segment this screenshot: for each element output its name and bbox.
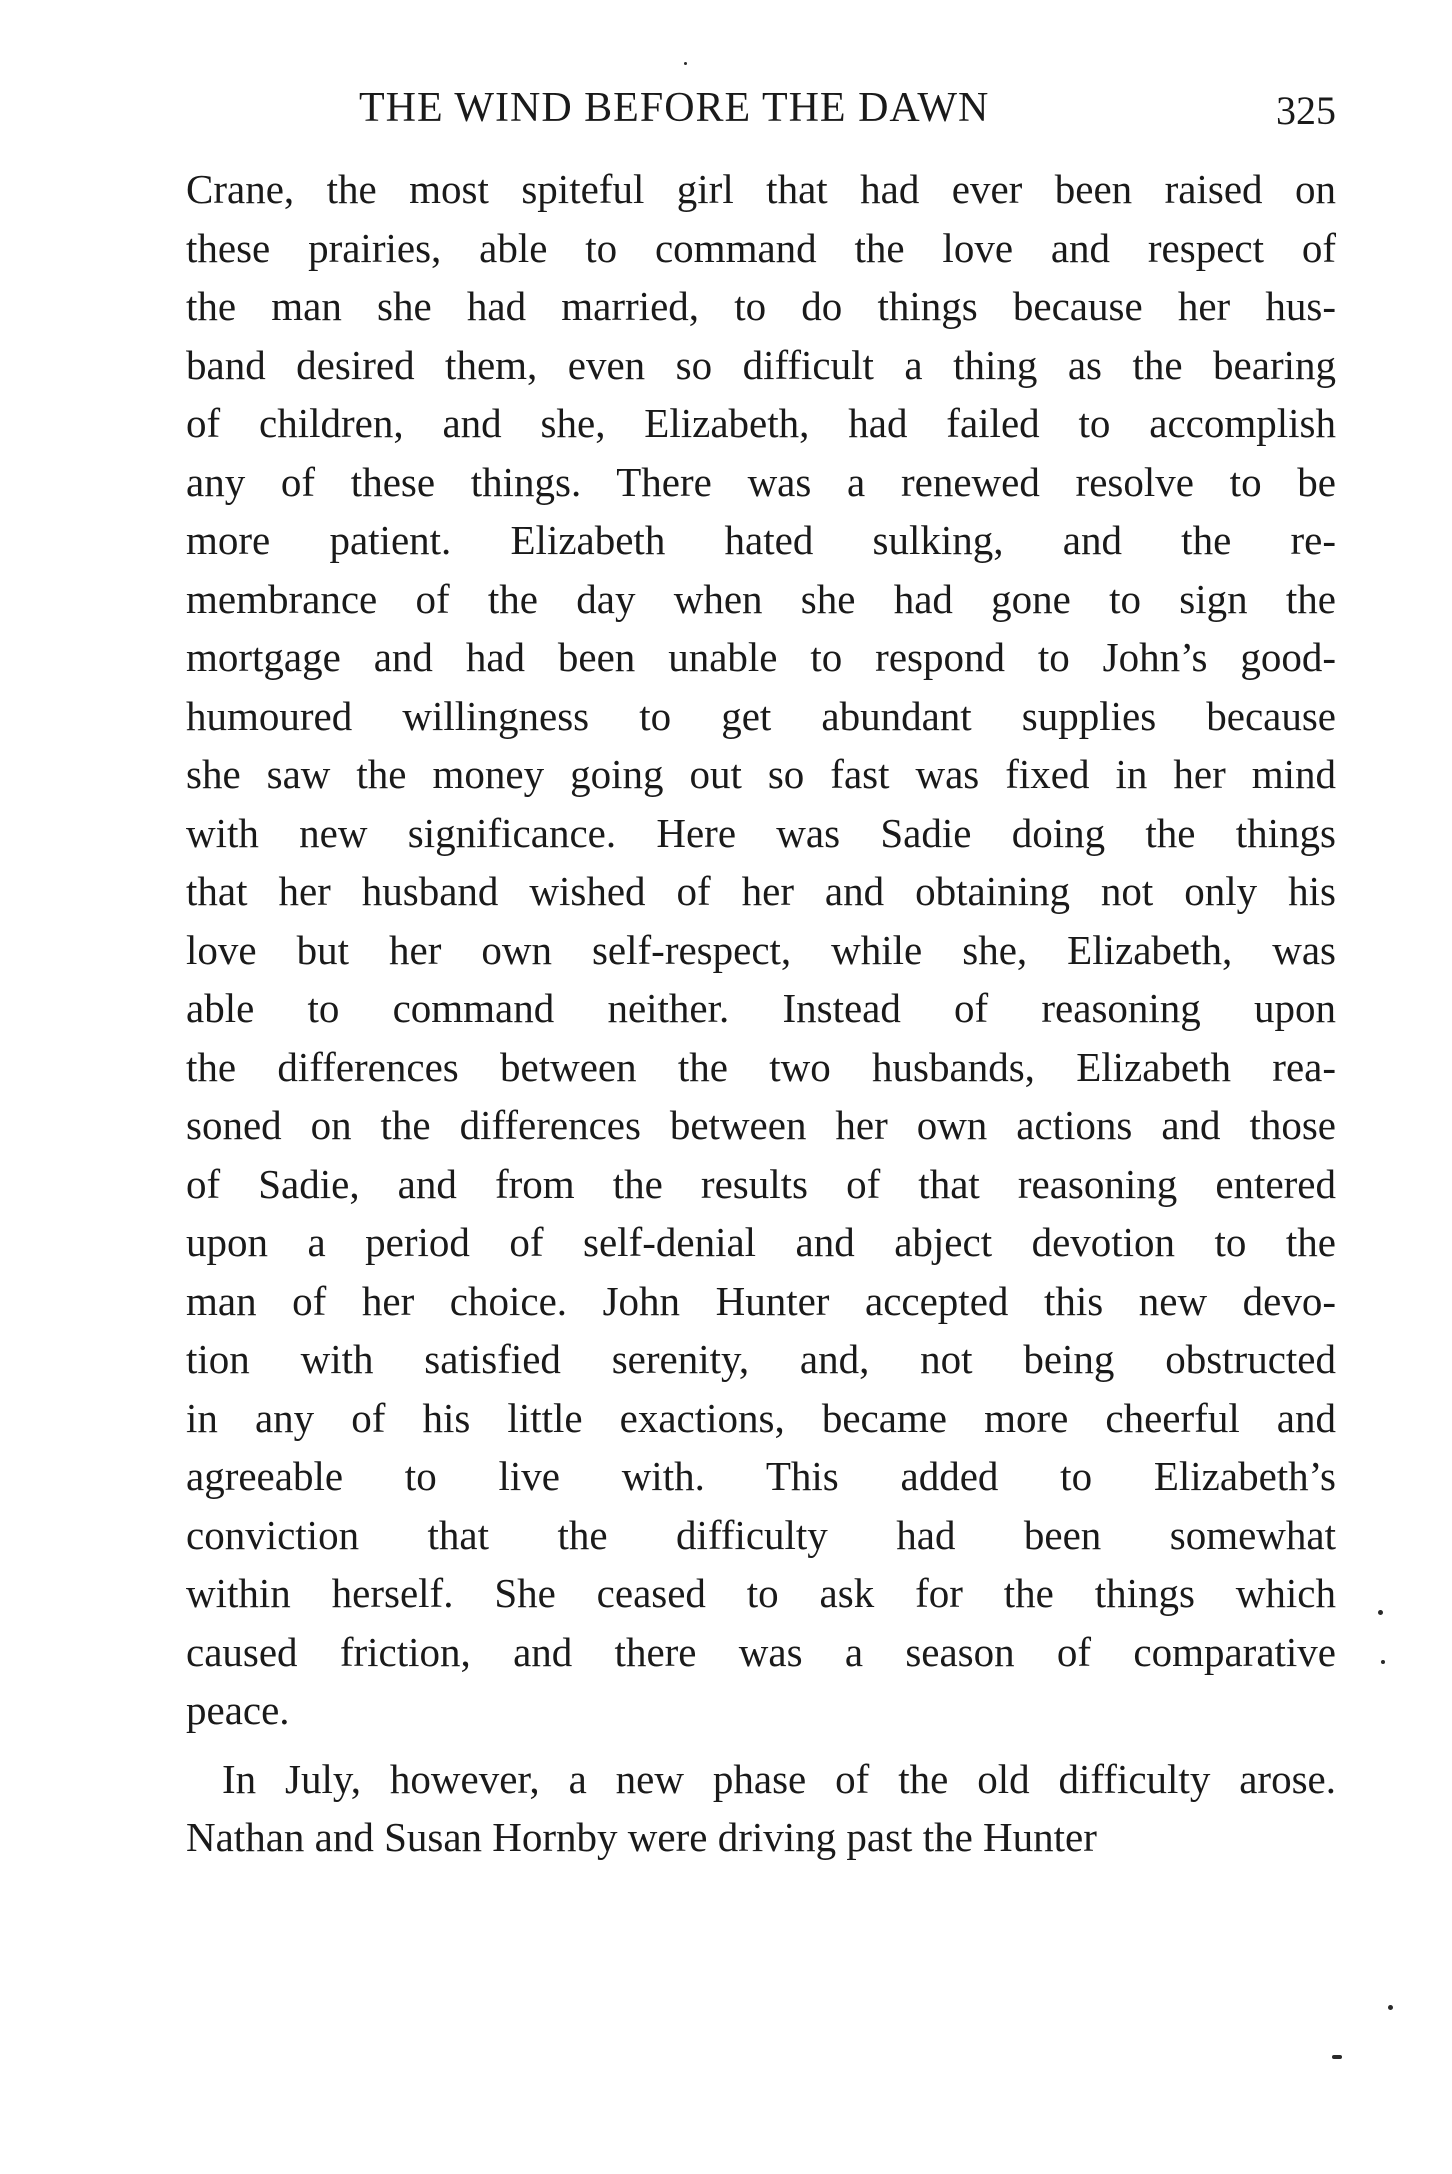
text-line: Crane, the most spiteful girl that had ever been raised on: [186, 166, 1336, 212]
text-line: of Sadie, and from the results of that reasoning entered: [186, 1160, 1336, 1207]
text-line: caused friction, and there was a season of comparative: [186, 1628, 1336, 1675]
text-line: within herself. She ceased to ask for the things which: [186, 1570, 1336, 1616]
paragraph-gap: [186, 1740, 1336, 1750]
text-line: soned on the differences between her own actions and those: [186, 1102, 1336, 1148]
text-line: membrance of the day when she had gone to sign the: [186, 575, 1336, 622]
text-line: band desired them, even so difficult a thing as the bearing: [186, 341, 1336, 388]
paragraph-2: [186, 1750, 1336, 1867]
text-line: these prairies, able to command the love and respect of: [186, 224, 1336, 271]
text-line: that her husband wished of her and obtaining not only his: [186, 868, 1336, 914]
text-line: tion with satisfied serenity, and, not being obstructed: [186, 1336, 1336, 1382]
text-line: the differences between the two husbands, Elizabeth rea-: [186, 1043, 1336, 1090]
text-line: in any of his little exactions, became more cheerful and: [186, 1394, 1336, 1441]
text-line: the man she had married, to do things because her hus-: [186, 283, 1336, 329]
running-head: [186, 78, 1346, 138]
text-line: upon a period of self-denial and abject devotion to the: [186, 1219, 1336, 1265]
text-line: Nathan and Susan Hornby were driving past the Hunter: [186, 1814, 1097, 1860]
scan-speck: [1378, 1610, 1383, 1615]
text-line: more patient. Elizabeth hated sulking, and the re-: [186, 517, 1336, 563]
text-line: able to command neither. Instead of reasoning upon: [186, 985, 1336, 1031]
text-line: love but her own self-respect, while she, Elizabeth, was: [186, 926, 1336, 973]
page-number: 325: [1276, 88, 1336, 133]
text-line: any of these things. There was a renewed resolve to be: [186, 458, 1336, 505]
body-text: [186, 160, 1336, 1867]
paragraph-1: [186, 160, 1336, 1740]
running-title: THE WIND BEFORE THE DAWN: [359, 85, 990, 131]
text-line: with new significance. Here was Sadie doing the things: [186, 809, 1336, 856]
text-line: conviction that the difficulty had been somewhat: [186, 1511, 1336, 1558]
text-line: In July, however, a new phase of the old difficulty arose.: [222, 1755, 1336, 1802]
scan-speck: [1388, 2005, 1393, 2010]
text-line: mortgage and had been unable to respond to John’s good-: [186, 634, 1336, 680]
scan-speck: [1332, 2055, 1342, 2059]
text-line: of children, and she, Elizabeth, had failed to accomplish: [186, 400, 1336, 446]
scan-speck: [684, 62, 687, 65]
text-line: man of her choice. John Hunter accepted this new devo-: [186, 1277, 1336, 1324]
scan-speck: [1381, 1660, 1385, 1664]
text-line: peace.: [186, 1687, 290, 1733]
text-line: humoured willingness to get abundant supplies because: [186, 692, 1336, 739]
text-line: agreeable to live with. This added to Elizabeth’s: [186, 1453, 1336, 1499]
text-line: she saw the money going out so fast was fixed in her mind: [186, 751, 1336, 797]
